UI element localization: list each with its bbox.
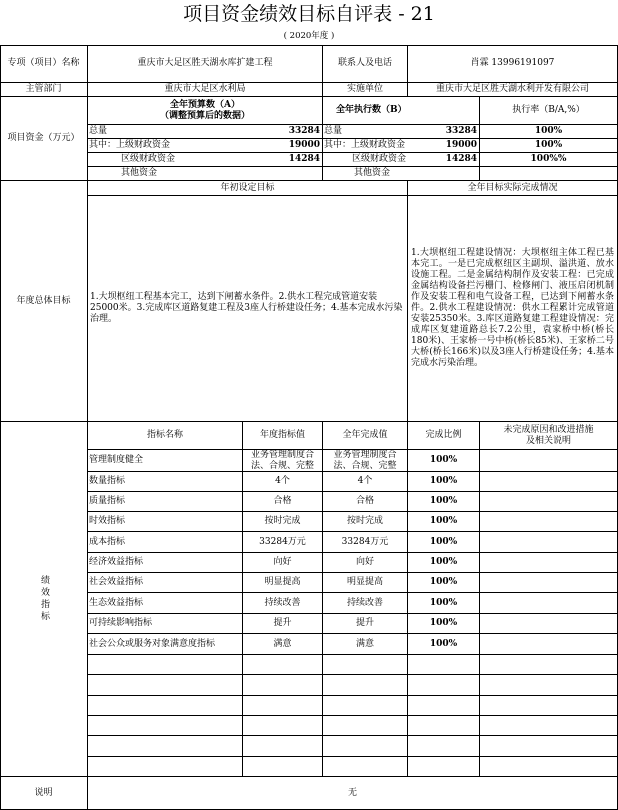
empty-table-cell: [408, 655, 480, 675]
indicator-name: 成本指标: [89, 536, 126, 547]
indicator-target: 持续改善: [264, 597, 301, 608]
impl-value: 重庆市大足区胜天湖水利开发有限公司: [435, 84, 589, 94]
empty-table-cell: [243, 757, 323, 777]
indicator-remark-cell: [480, 532, 618, 553]
indicator-target-cell: [243, 472, 323, 492]
dept-label: 主管部门: [25, 84, 62, 94]
indicator-rate: 100%: [429, 536, 458, 547]
indicator-name: 生态效益指标: [89, 597, 144, 608]
indicator-rate-cell: [408, 532, 480, 553]
form-title: 项目资金绩效目标自评表 - 21: [183, 3, 435, 25]
indicator-rate: 100%: [429, 516, 458, 526]
empty-table-cell: [243, 736, 323, 757]
budget-row-label: 其中：上级财政资金: [89, 140, 171, 150]
empty-table-cell: [408, 736, 480, 757]
budget-header-cell: [88, 97, 323, 125]
indicator-remark-cell: [480, 492, 618, 512]
empty-table-cell: [480, 716, 618, 736]
planned-header-cell: [88, 181, 408, 196]
budget-header: 全年预算数（A）: [170, 99, 240, 110]
budget-row-value: 19000: [288, 140, 320, 150]
empty-table-cell: [323, 716, 408, 736]
indicator-name-cell: [88, 512, 243, 532]
indicator-rate-cell: [408, 614, 480, 634]
indicator-actual: 按时完成: [346, 516, 383, 526]
exec-row-label: 其他资金: [354, 168, 391, 178]
form-year: ( 2020年度 ): [283, 31, 335, 41]
planned-goal-cell: [88, 196, 408, 422]
indicator-remark-cell: [480, 593, 618, 614]
indicator-actual-cell: [323, 450, 408, 472]
note-label: 说明: [34, 787, 53, 798]
indicator-remark-cell: [480, 573, 618, 593]
indicator-name: 经济效益指标: [89, 557, 144, 567]
indicator-name: 质量指标: [89, 496, 126, 506]
indicator-name-cell: [88, 614, 243, 634]
indicator-remark-cell: [480, 634, 618, 655]
budget-row-value: 33284: [288, 126, 320, 136]
budget-other-cell: [88, 167, 323, 181]
ind-header-reason-line1: 未完成原因和改进措施: [503, 424, 594, 435]
empty-table-cell: [88, 757, 243, 777]
empty-table-cell: [323, 675, 408, 696]
indicator-target: 33284万元: [259, 536, 306, 547]
indicator-actual: 持续改善: [346, 597, 383, 608]
indicator-rate-cell: [408, 472, 480, 492]
empty-table-cell: [323, 696, 408, 716]
indicator-rate: 100%: [429, 577, 458, 587]
indicator-name-cell: [88, 472, 243, 492]
exec-total-cell: [323, 125, 480, 139]
indicators-label-cell: [0, 422, 88, 777]
indicator-target: 按时完成: [264, 516, 301, 526]
indicator-target: 向好: [273, 557, 292, 567]
indicator-rate-cell: [408, 634, 480, 655]
indicator-name-cell: [88, 573, 243, 593]
goals-label: 年度总体目标: [16, 295, 71, 306]
indicator-remark-cell: [480, 553, 618, 573]
budget-row-value: 14284: [288, 154, 320, 164]
planned-goal-text: 1.大坝枢纽工程基本完工，达到下闸蓄水条件。2.供水工程完成管道安装25000米。3.完成库区道路复建工程及3座人行桥建设任务；4.基本完成水污染治理。: [90, 292, 403, 324]
budget-upper-cell: [88, 139, 323, 153]
project-name-label: 专项（项目）名称: [7, 58, 80, 68]
indicator-actual: 合格: [355, 496, 374, 506]
actual-goal-text: 1.大坝枢纽工程建设情况：大坝枢纽主体工程已基本完工。一是已完成枢纽区主副坝、溢洪道、放水设施工程。二是金属结构制作及安装工程：已完成金属结构设备拦污栅门、检修闸门、液压启闭机制作及安装工程和电气设备工程，已达到下闸蓄水条件。2.供水工程建设情况：供水工程累计完成管道安装25350米。3.库区道路复建工程建设情况：完成库区复建道路总长7.2公里，袁家桥中桥(桥长180米)、王家桥一号中桥(桥长85米)、王家桥二号大桥(桥长166米)以及3座人行桥建设任务；4.基本完成水污染治理。: [411, 248, 614, 368]
indicator-remark-cell: [480, 472, 618, 492]
empty-table-cell: [243, 716, 323, 736]
rate-header-cell: [480, 97, 618, 125]
note-cell: [88, 777, 618, 810]
empty-table-cell: [323, 736, 408, 757]
indicator-actual: 33284万元: [341, 536, 389, 547]
empty-table-cell: [408, 696, 480, 716]
indicator-rate: 100%: [429, 557, 458, 567]
indicator-target-cell: [243, 634, 323, 655]
exec-row-value: 14284: [445, 154, 477, 164]
budget-row-label: 总量: [89, 126, 108, 136]
indicator-name-cell: [88, 532, 243, 553]
ind-header-actual-cell: [323, 422, 408, 450]
exec-district-cell: [323, 153, 480, 167]
ind-header-reason-line2: 及相关说明: [525, 435, 571, 446]
indicator-rate-cell: [408, 573, 480, 593]
indicator-name-cell: [88, 634, 243, 655]
indicator-rate-cell: [408, 593, 480, 614]
indicator-actual: 提升: [355, 618, 374, 628]
planned-header: 年初设定目标: [220, 182, 275, 193]
indicator-rate-cell: [408, 512, 480, 532]
contact-cell: [408, 45, 618, 83]
empty-table-cell: [480, 675, 618, 696]
indicators-label: 绩效指标: [39, 575, 49, 623]
indicator-target: 合格: [273, 496, 292, 506]
exec-row-label: 区级财政资金: [352, 154, 407, 164]
indicator-name: 管理制度健全: [89, 455, 144, 465]
indicator-rate: 100%: [429, 496, 458, 506]
empty-table-cell: [88, 736, 243, 757]
budget-district-cell: [88, 153, 323, 167]
indicator-name: 社会效益指标: [89, 577, 144, 587]
exec-upper-cell: [323, 139, 480, 153]
exec-row-label: 其中：上级财政资金: [324, 140, 406, 150]
exec-other-cell: [323, 167, 480, 181]
indicator-target-cell: [243, 492, 323, 512]
rate-upper-cell: [480, 139, 618, 153]
empty-table-cell: [88, 655, 243, 675]
indicator-actual-cell: [323, 593, 408, 614]
rate-row-value: 100%%: [530, 154, 567, 164]
indicator-target: 提升: [273, 618, 292, 628]
exec-row-label: 总量: [324, 126, 343, 136]
empty-table-cell: [480, 736, 618, 757]
funds-label: 项目资金（万元）: [7, 133, 80, 143]
indicator-rate: 100%: [429, 638, 458, 649]
indicator-actual-cell: [323, 532, 408, 553]
indicator-target: 明显提高: [264, 577, 301, 587]
indicator-target: 4个: [275, 476, 290, 486]
indicator-target-cell: [243, 614, 323, 634]
indicator-name: 可持续影响指标: [89, 618, 153, 628]
indicator-remark-cell: [480, 614, 618, 634]
exec-row-value: 33284: [445, 126, 477, 136]
ind-header-rate: 完成比例: [425, 430, 462, 440]
note-label-cell: [0, 777, 88, 810]
contact-value: 肖霖 13996191097: [470, 58, 555, 68]
indicator-actual-cell: [323, 634, 408, 655]
ind-header-reason-cell: [480, 422, 618, 450]
indicator-name-cell: [88, 450, 243, 472]
dept-label-cell: [0, 83, 88, 97]
empty-table-cell: [408, 675, 480, 696]
ind-header-actual: 全年完成值: [342, 430, 388, 440]
actual-header: 全年目标实际完成情况: [467, 182, 558, 193]
indicator-actual: 业务管理制度合法、合规、完整: [333, 450, 397, 471]
empty-table-cell: [323, 757, 408, 777]
rate-header: 执行率（B/A,%）: [512, 105, 585, 115]
indicator-rate-cell: [408, 450, 480, 472]
indicator-target-cell: [243, 573, 323, 593]
empty-table-cell: [323, 655, 408, 675]
indicator-target-cell: [243, 512, 323, 532]
empty-table-cell: [480, 696, 618, 716]
indicator-rate-cell: [408, 553, 480, 573]
indicator-name-cell: [88, 593, 243, 614]
indicator-rate: 100%: [429, 597, 458, 608]
indicator-target: 业务管理制度合法、合规、完整: [250, 450, 314, 471]
indicator-actual: 4个: [357, 476, 373, 486]
budget-total-cell: [88, 125, 323, 139]
indicator-rate: 100%: [429, 618, 458, 628]
indicator-actual: 满意: [355, 638, 374, 649]
indicator-rate: 100%: [429, 476, 458, 486]
ind-header-target-cell: [243, 422, 323, 450]
empty-table-cell: [243, 675, 323, 696]
budget-header-note: （调整预算后的数据）: [159, 110, 250, 121]
project-name-cell: [88, 45, 323, 83]
contact-label: 联系人及电话: [337, 58, 392, 68]
empty-table-cell: [88, 675, 243, 696]
indicator-actual-cell: [323, 553, 408, 573]
indicator-actual: 向好: [355, 557, 374, 567]
indicator-target: 满意: [273, 638, 292, 649]
project-name-label-cell: [0, 45, 88, 83]
impl-label-cell: [323, 83, 408, 97]
exec-row-value: 19000: [445, 140, 477, 150]
ind-header-name: 指标名称: [146, 430, 183, 440]
empty-table-cell: [243, 655, 323, 675]
indicator-actual-cell: [323, 492, 408, 512]
indicator-actual-cell: [323, 512, 408, 532]
indicator-remark-cell: [480, 450, 618, 472]
indicator-actual: 明显提高: [346, 577, 383, 587]
indicator-name: 时效指标: [89, 516, 126, 526]
funds-label-cell: [0, 97, 88, 181]
dept-value: 重庆市大足区水利局: [164, 84, 246, 94]
exec-header: 全年执行数（B）: [336, 105, 407, 115]
rate-district-cell: [480, 153, 618, 167]
indicator-name: 数量指标: [89, 476, 126, 486]
empty-table-cell: [480, 655, 618, 675]
ind-header-target: 年度指标值: [259, 430, 305, 440]
impl-cell: [408, 83, 618, 97]
empty-table-cell: [88, 696, 243, 716]
rate-other-cell: [480, 167, 618, 181]
exec-header-cell: [323, 97, 480, 125]
rate-row-value: 100%: [534, 126, 563, 136]
empty-table-cell: [408, 716, 480, 736]
ind-header-rate-cell: [408, 422, 480, 450]
indicator-rate-cell: [408, 492, 480, 512]
indicator-target-cell: [243, 450, 323, 472]
actual-goal-cell: [408, 196, 618, 422]
indicator-target-cell: [243, 532, 323, 553]
budget-row-label: 其他资金: [121, 168, 158, 178]
note-value: 无: [347, 787, 357, 798]
dept-cell: [88, 83, 323, 97]
empty-table-cell: [243, 696, 323, 716]
empty-table-cell: [480, 757, 618, 777]
ind-header-name-cell: [88, 422, 243, 450]
indicator-actual-cell: [323, 573, 408, 593]
contact-label-cell: [323, 45, 408, 83]
indicator-actual-cell: [323, 472, 408, 492]
indicator-actual-cell: [323, 614, 408, 634]
empty-table-cell: [88, 716, 243, 736]
indicator-remark-cell: [480, 512, 618, 532]
indicator-target-cell: [243, 553, 323, 573]
impl-label: 实施单位: [346, 84, 383, 94]
indicator-name-cell: [88, 492, 243, 512]
project-name: 重庆市大足区胜天湖水库扩建工程: [137, 58, 273, 68]
indicator-rate: 100%: [429, 455, 458, 465]
rate-total-cell: [480, 125, 618, 139]
indicator-target-cell: [243, 593, 323, 614]
actual-header-cell: [408, 181, 618, 196]
budget-row-label: 区级财政资金: [121, 154, 176, 164]
empty-table-cell: [408, 757, 480, 777]
indicator-name: 社会公众或服务对象满意度指标: [89, 638, 216, 649]
goals-label-cell: [0, 181, 88, 422]
rate-row-value: 100%: [534, 140, 563, 150]
indicator-name-cell: [88, 553, 243, 573]
